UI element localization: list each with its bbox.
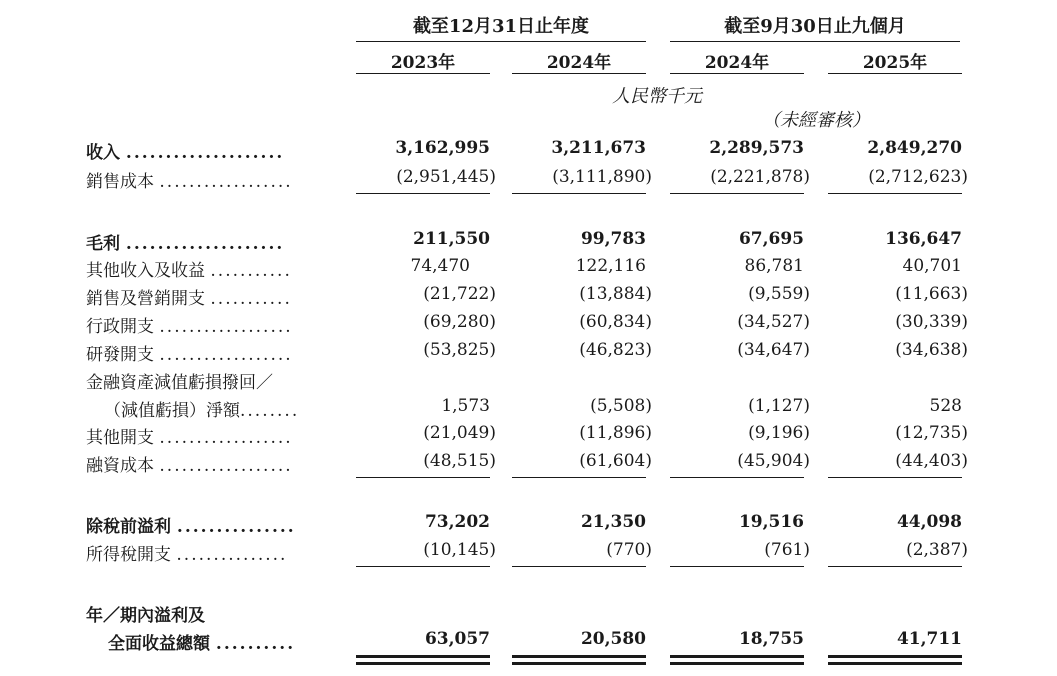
value-cell: (34,638) xyxy=(895,340,968,360)
year-header-2023: 2023年 xyxy=(390,53,456,73)
total-double-rule xyxy=(828,655,962,661)
subtotal-rule xyxy=(356,477,490,478)
value-cell: 136,647 xyxy=(885,229,962,249)
value-cell: (12,735) xyxy=(895,423,968,443)
subtotal-rule xyxy=(512,566,646,567)
row-label: 研發開支 .................. xyxy=(86,345,293,365)
value-cell: (9,196) xyxy=(748,423,810,443)
value-cell: 1,573 xyxy=(441,396,490,416)
total-double-rule xyxy=(512,655,646,661)
row-label: 銷售成本 .................. xyxy=(86,172,293,192)
value-cell: 74,470 xyxy=(410,256,470,276)
value-cell: (1,127) xyxy=(748,396,810,416)
subtotal-rule xyxy=(670,477,804,478)
year-rule-1 xyxy=(356,73,490,74)
row-label: 所得稅開支 ............... xyxy=(86,545,288,565)
row-label: 毛利 .................... xyxy=(86,234,285,254)
subtotal-rule xyxy=(356,566,490,567)
row-label: 金融資產減值虧損撥回／ xyxy=(86,373,273,393)
value-cell: 2,849,270 xyxy=(867,138,962,158)
value-cell: (34,527) xyxy=(737,312,810,332)
year-header-2024-annual: 2024年 xyxy=(546,53,612,73)
value-cell: 18,755 xyxy=(738,629,804,649)
value-cell: (770) xyxy=(606,540,652,560)
total-double-rule xyxy=(512,662,646,668)
value-cell: 528 xyxy=(929,396,962,416)
value-cell: (5,508) xyxy=(590,396,652,416)
value-cell: (10,145) xyxy=(423,540,496,560)
value-cell: (2,387) xyxy=(906,540,968,560)
value-cell: (13,884) xyxy=(579,284,652,304)
row-label: （減值虧損）淨額........ xyxy=(104,401,300,421)
value-cell: 44,098 xyxy=(896,512,962,532)
row-label: 年／期內溢利及 xyxy=(86,606,205,626)
value-cell: (2,712,623) xyxy=(868,167,968,187)
value-cell: (60,834) xyxy=(579,312,652,332)
year-rule-2 xyxy=(512,73,646,74)
value-cell: (21,722) xyxy=(423,284,496,304)
year-header-2025: 2025年 xyxy=(862,53,928,73)
value-cell: 99,783 xyxy=(580,229,646,249)
value-cell: (61,604) xyxy=(579,451,652,471)
row-label: 其他開支 .................. xyxy=(86,428,293,448)
period-header-nine-months: 截至9月30日止九個月 xyxy=(724,16,906,37)
value-cell: (9,559) xyxy=(748,284,810,304)
value-cell: 3,162,995 xyxy=(395,138,490,158)
total-double-rule xyxy=(670,655,804,661)
value-cell: 20,580 xyxy=(580,629,646,649)
value-cell: (11,896) xyxy=(579,423,652,443)
total-double-rule xyxy=(670,662,804,668)
subtotal-rule xyxy=(512,193,646,194)
value-cell: (761) xyxy=(764,540,810,560)
header-rule-annual xyxy=(356,41,646,42)
total-double-rule xyxy=(356,662,490,668)
value-cell: (21,049) xyxy=(423,423,496,443)
subtotal-rule xyxy=(828,193,962,194)
value-cell: (53,825) xyxy=(423,340,496,360)
year-rule-4 xyxy=(828,73,962,74)
value-cell: (44,403) xyxy=(895,451,968,471)
total-double-rule xyxy=(828,662,962,668)
value-cell: 2,289,573 xyxy=(709,138,804,158)
total-double-rule xyxy=(356,655,490,661)
value-cell: (11,663) xyxy=(895,284,968,304)
value-cell: (69,280) xyxy=(423,312,496,332)
row-label: 銷售及營銷開支 ........... xyxy=(86,289,292,309)
value-cell: (45,904) xyxy=(737,451,810,471)
row-label: 除稅前溢利 ............... xyxy=(86,517,296,537)
value-cell: 67,695 xyxy=(738,229,804,249)
value-cell: 40,701 xyxy=(902,256,962,276)
value-cell: 211,550 xyxy=(413,229,490,249)
subtotal-rule xyxy=(356,193,490,194)
value-cell: (2,221,878) xyxy=(710,167,810,187)
subtotal-rule xyxy=(828,566,962,567)
value-cell: (30,339) xyxy=(895,312,968,332)
period-header-annual: 截至12月31日止年度 xyxy=(412,16,590,37)
year-header-2024-interim: 2024年 xyxy=(704,53,770,73)
value-cell: (48,515) xyxy=(423,451,496,471)
value-cell: 63,057 xyxy=(424,629,490,649)
subtotal-rule xyxy=(670,566,804,567)
value-cell: (2,951,445) xyxy=(396,167,496,187)
row-label: 行政開支 .................. xyxy=(86,317,293,337)
value-cell: 86,781 xyxy=(744,256,804,276)
header-rule-nine-months xyxy=(670,41,960,42)
subtotal-rule xyxy=(670,193,804,194)
subtotal-rule xyxy=(512,477,646,478)
row-label: 融資成本 .................. xyxy=(86,456,293,476)
value-cell: 21,350 xyxy=(580,512,646,532)
currency-unit: 人民幣千元 xyxy=(612,86,702,107)
value-cell: (34,647) xyxy=(737,340,810,360)
row-label: 收入 .................... xyxy=(86,143,285,163)
value-cell: 122,116 xyxy=(575,256,646,276)
value-cell: 3,211,673 xyxy=(551,138,646,158)
row-label: 其他收入及收益 ........... xyxy=(86,261,292,281)
value-cell: 19,516 xyxy=(738,512,804,532)
year-rule-3 xyxy=(670,73,804,74)
value-cell: (46,823) xyxy=(579,340,652,360)
row-label: 全面收益總額 .......... xyxy=(108,634,296,654)
unaudited-note: （未經審核） xyxy=(762,110,870,131)
value-cell: (3,111,890) xyxy=(552,167,652,187)
value-cell: 73,202 xyxy=(424,512,490,532)
value-cell: 41,711 xyxy=(896,629,962,649)
subtotal-rule xyxy=(828,477,962,478)
